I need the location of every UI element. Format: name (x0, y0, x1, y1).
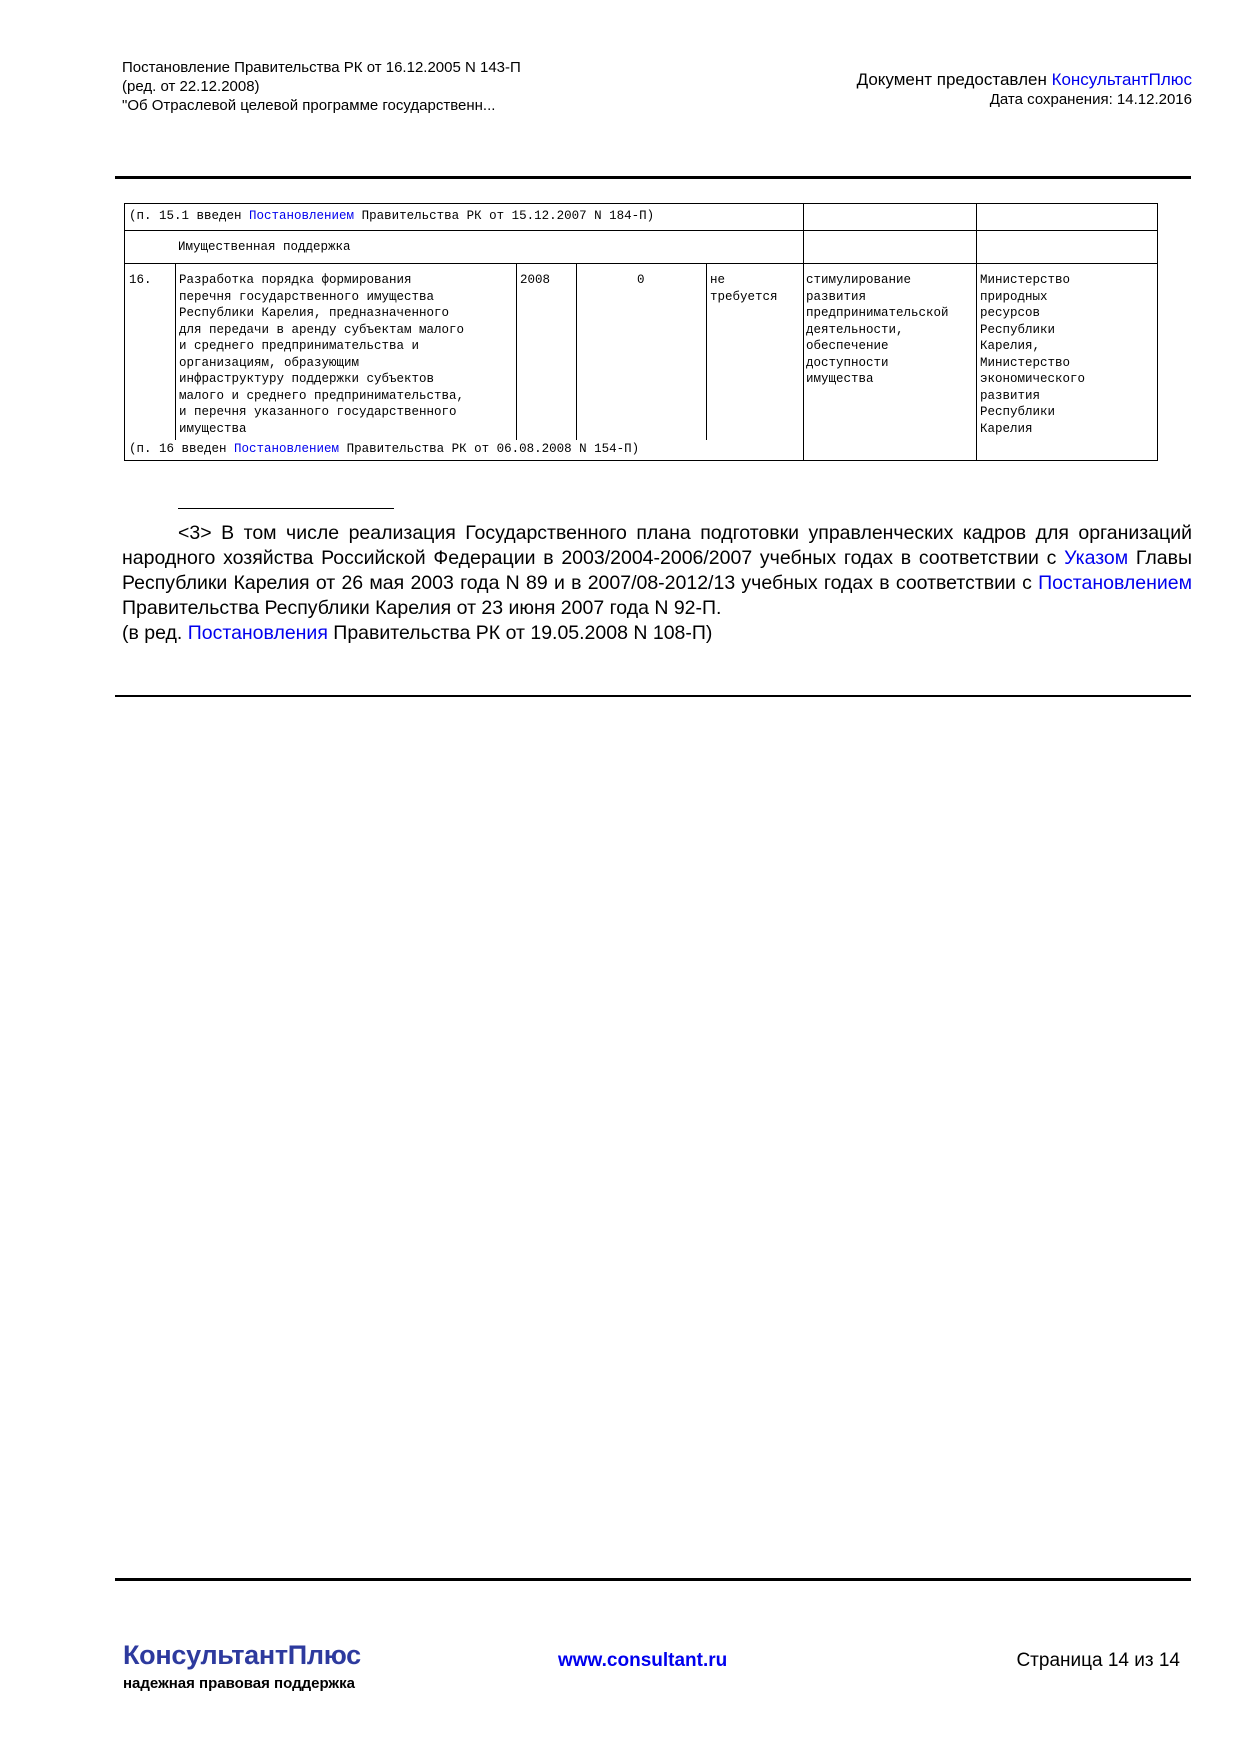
footnote-3: <3> В том числе реализация Государственного плана подготовки управленческих кадров для организаций народного хозяйства Российской Федерации в 2003/2004-2006/2007 учебных годах в соответствии с Указом Главы Республики Карелия от 26 мая 2003 года N 89 и в 2007/08-2012/13 учебных годах в соответствии с Постановлением Правительства Республики Карелия от 23 июня 2007 года N 92-П. (122, 522, 1192, 619)
note-16-link[interactable]: Постановлением (234, 442, 340, 456)
program-table (124, 203, 1158, 461)
doc-title-line-2: (ред. от 22.12.2008) (122, 78, 260, 95)
row-16-funding: не требуется (710, 273, 778, 304)
column-divider (803, 204, 804, 460)
row-16-year: 2008 (520, 273, 551, 287)
footnote-separator-text (178, 492, 394, 506)
footer-brand-logo: КонсультантПлюс (123, 1640, 361, 1670)
section-title: Имущественная поддержка (178, 240, 351, 254)
footer-tagline: надежная правовая поддержка (123, 1675, 355, 1692)
header-divider (115, 176, 1191, 179)
footer-divider (115, 1578, 1191, 1581)
footer-url-link[interactable]: www.consultant.ru (558, 1650, 728, 1671)
row-divider (125, 230, 1157, 231)
row-16-description: Разработка порядка формирования перечня государственного имущества Республики Карелия, предназначенного для передачи в аренду субъектам малого и среднего предпринимательства и организациям, образующим инфраструктуру поддержки субъектов малого и среднего предпринимательства, и перечня указанного государственного имущества (179, 273, 465, 436)
note-15-1: (п. 15.1 введен Постановлением Правительства РК от 15.12.2007 N 184-П) (129, 209, 655, 223)
row-16-responsible: Министерство природных ресурсов Республики Карелия, Министерство экономического развития Республики Карелия (980, 273, 1086, 436)
consultant-brand-link[interactable]: КонсультантПлюс (1051, 70, 1192, 89)
save-date: Дата сохранения: 14.12.2016 (989, 91, 1192, 108)
row-divider (125, 263, 1157, 264)
column-divider (175, 263, 176, 440)
row-16-result: стимулирование развития предпринимательской деятельности, обеспечение доступности имущества (806, 273, 949, 386)
footnote-3-edition: (в ред. Постановления Правительства РК от 19.05.2008 N 108-П) (122, 622, 713, 644)
note-15-1-link[interactable]: Постановлением (249, 209, 355, 223)
doc-title-line-1: Постановление Правительства РК от 16.12.2005 N 143-П (122, 59, 521, 76)
column-divider (576, 263, 577, 440)
column-divider (516, 263, 517, 440)
ukaz-link[interactable]: Указом (1064, 547, 1129, 569)
doc-title-line-3: "Об Отраслевой целевой программе государственн... (122, 97, 496, 114)
footnote-separator (178, 508, 394, 509)
provided-prefix: Документ предоставлен (856, 70, 1052, 89)
document-title (122, 58, 521, 115)
content-end-divider (115, 695, 1191, 697)
page-number: Страница 14 из 14 (1016, 1650, 1180, 1671)
postanovleniya-link[interactable]: Постановления (187, 622, 328, 644)
column-divider (976, 204, 977, 460)
row-16-amount: 0 (637, 273, 645, 287)
postanovlenie-link[interactable]: Постановлением (1038, 572, 1192, 594)
column-divider (706, 263, 707, 440)
provider-info (857, 70, 1192, 110)
note-16: (п. 16 введен Постановлением Правительства РК от 06.08.2008 N 154-П) (129, 442, 640, 456)
row-16-number: 16. (129, 273, 152, 287)
